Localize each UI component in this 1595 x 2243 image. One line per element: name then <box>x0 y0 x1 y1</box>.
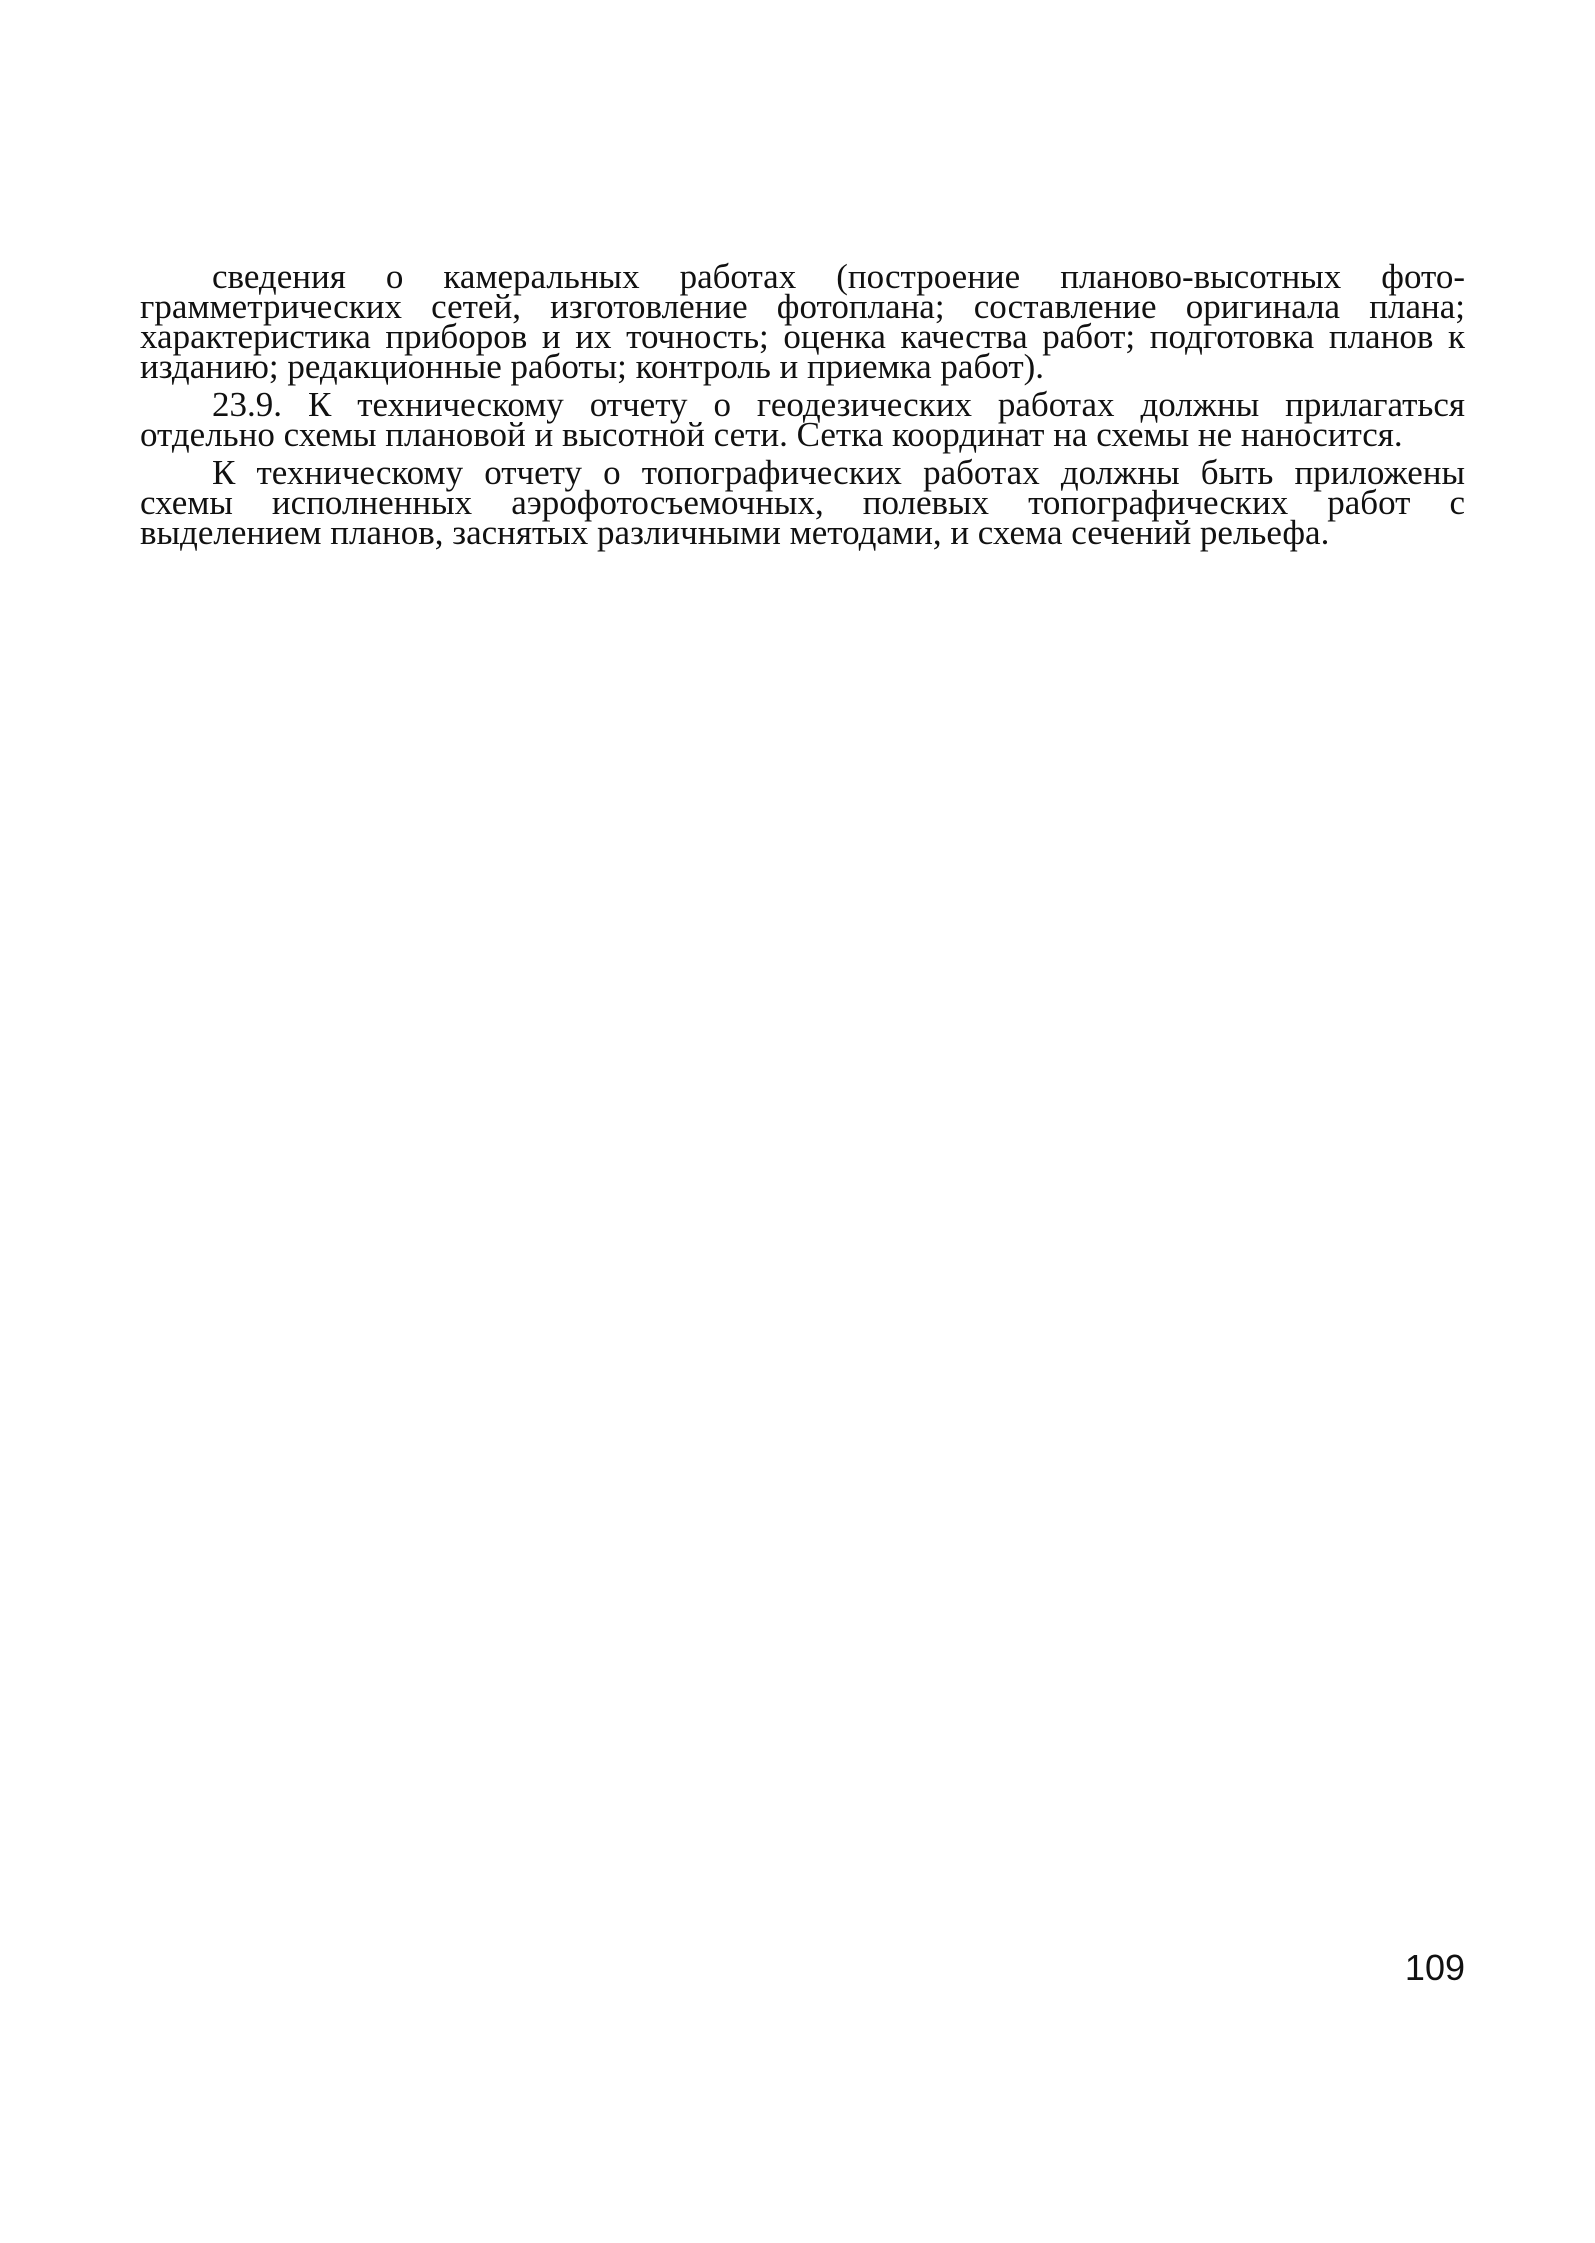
paragraph-topographic-report: К техническому отчету о топографических работах должны быть приложены схемы исполненных аэрофотосъемочных, полевых топографических работ с выделением планов, заснятых различными методами, и схема сечений рельефа. <box>140 453 1465 552</box>
body-text <box>140 257 1465 556</box>
paragraph-office-work: сведения о камеральных работах (построение планово-высотных фотограмметрических сетей, изготовление фотоплана; составление оригинала плана; характеристика приборов и их точность; оценка качества работ; подготовка планов к изданию; редакционные работы; контроль и приемка работ). <box>140 257 1465 386</box>
page-number: 109 <box>1404 1947 1465 1988</box>
paragraph-geodetic-report: 23.9. К техническому отчету о геодезических работах должны прилагаться отдельно схемы плановой и высотной сети. Сетка координат на схемы не наносится. <box>140 385 1465 454</box>
